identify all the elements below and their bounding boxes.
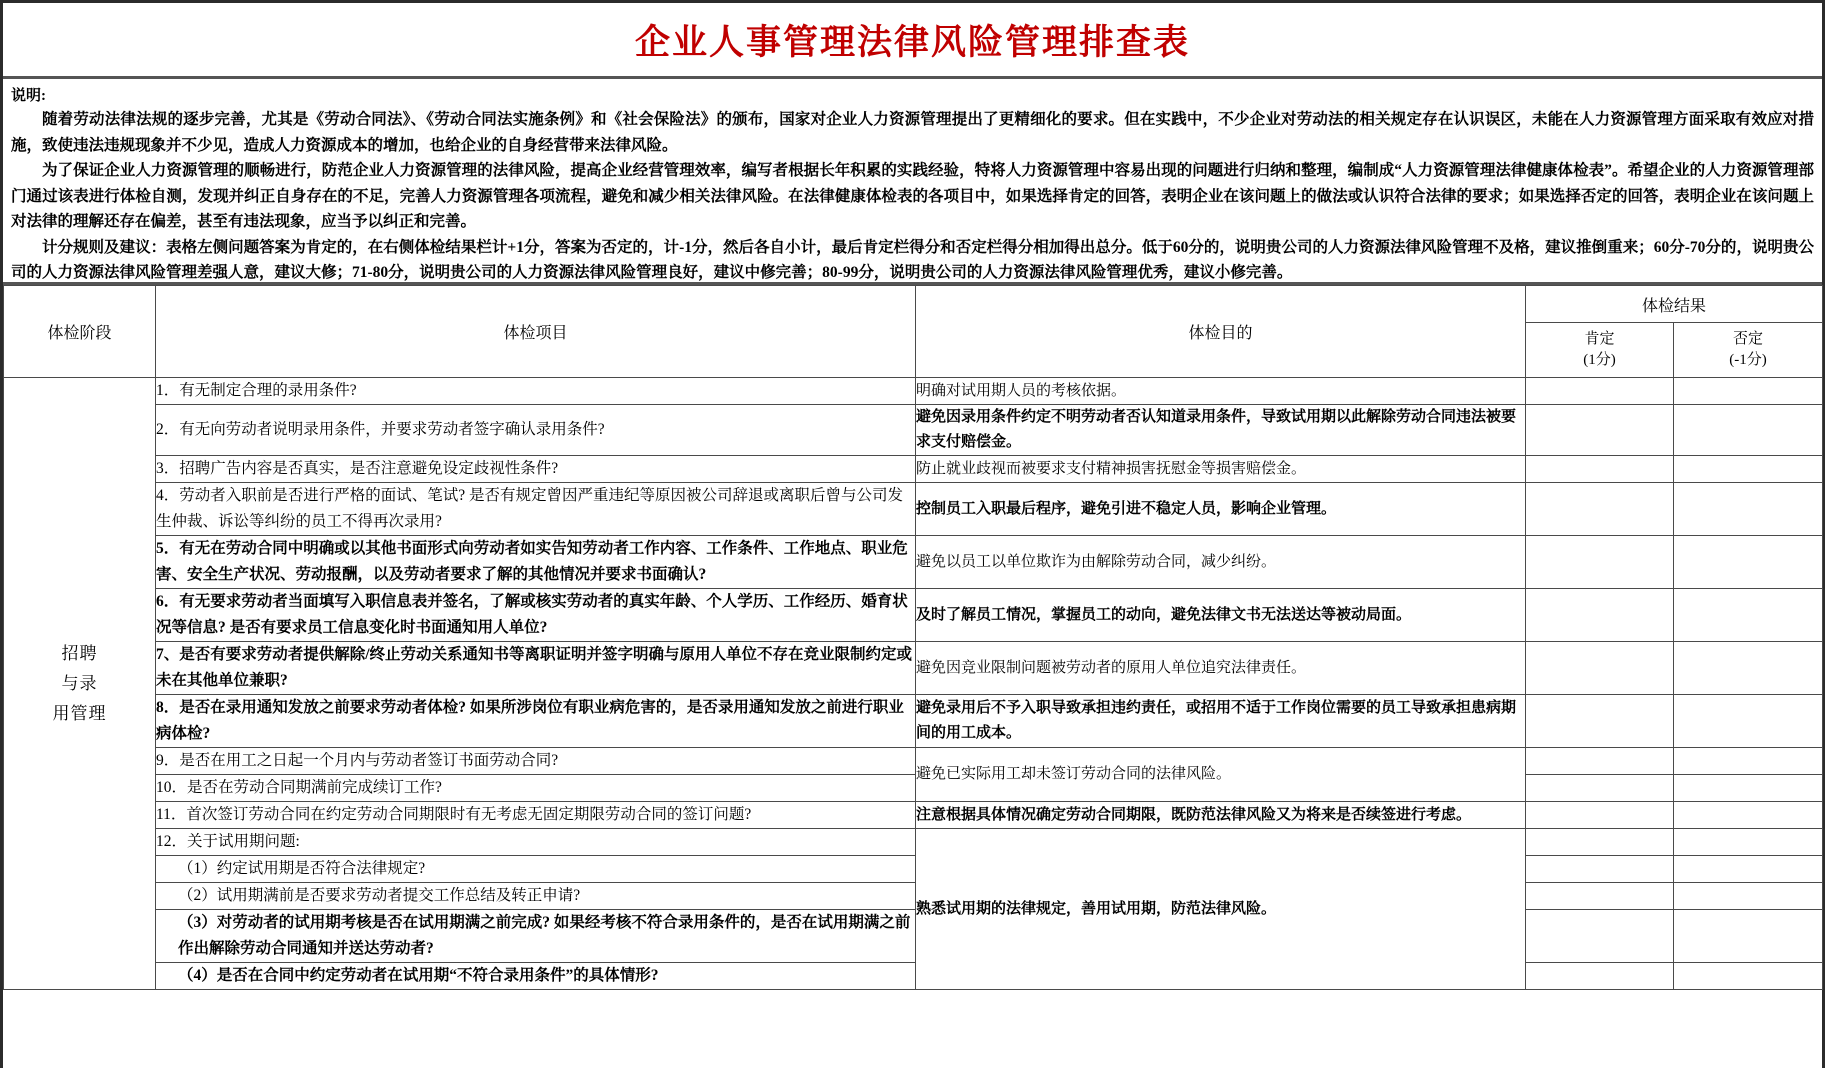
score-yes-cell[interactable] [1526,775,1674,802]
score-no-cell[interactable] [1674,589,1823,642]
purpose-cell: 避免已实际用工却未签订劳动合同的法律风险。 [916,748,1526,802]
stage-label-line: 与录 [61,673,98,693]
table-row [4,883,1823,910]
score-yes-cell[interactable] [1526,802,1674,829]
checklist-table [3,285,1823,990]
header-result: 体检结果 [1526,286,1823,323]
score-yes-cell[interactable] [1526,829,1674,856]
score-no-cell[interactable] [1674,910,1823,963]
table-row [4,405,1823,456]
score-no-cell[interactable] [1674,536,1823,589]
purpose-cell: 明确对试用期人员的考核依据。 [916,378,1526,405]
table-row [4,456,1823,483]
table-row [4,910,1823,963]
checklist-item-cell: 11．首次签订劳动合同在约定劳动合同期限时有无考虑无固定期限劳动合同的签订问题? [156,802,916,829]
table-row [4,536,1823,589]
score-no-cell[interactable] [1674,802,1823,829]
score-yes-cell[interactable] [1526,483,1674,536]
notes-label: 说明: [11,88,46,104]
purpose-cell: 避免录用后不予入职导致承担违约责任，或招用不适于工作岗位需要的员工导致承担患病期间的用工成本。 [916,695,1526,748]
header-item: 体检项目 [156,286,916,378]
score-yes-cell[interactable] [1526,883,1674,910]
checklist-item-cell: 8．是否在录用通知发放之前要求劳动者体检? 如果所涉岗位有职业病危害的，是否录用通知发放之前进行职业病体检? [156,695,916,748]
checklist-item-cell: 7、是否有要求劳动者提供解除/终止劳动关系通知书等离职证明并签字明确与原用人单位不存在竞业限制约定或未在其他单位兼职? [156,642,916,695]
header-result-no-line1: 否定 [1733,331,1764,347]
table-row [4,695,1823,748]
checklist-item-cell: （2）试用期满前是否要求劳动者提交工作总结及转正申请? [156,883,916,910]
table-head [4,286,1823,378]
stage-cell-recruitment [4,378,156,990]
header-result-no [1674,323,1823,378]
score-yes-cell[interactable] [1526,589,1674,642]
table-row [4,589,1823,642]
checklist-item-cell: （1）约定试用期是否符合法律规定? [156,856,916,883]
header-result-yes [1526,323,1674,378]
table-row [4,963,1823,990]
purpose-cell: 避免因竞业限制问题被劳动者的原用人单位追究法律责任。 [916,642,1526,695]
table-row [4,829,1823,856]
table-row [4,802,1823,829]
score-no-cell[interactable] [1674,483,1823,536]
stage-label-line: 用管理 [52,703,107,723]
score-yes-cell[interactable] [1526,695,1674,748]
notes-section [3,79,1822,285]
table-body [4,378,1823,990]
page-title: 企业人事管理法律风险管理排查表 [634,22,1190,62]
notes-paragraph-1: 随着劳动法律法规的逐步完善，尤其是《劳动合同法》、《劳动合同法实施条例》和《社会保险法》的颁布，国家对企业人力资源管理提出了更精细化的要求。但在实践中，不少企业对劳动法的相关规定存在认识误区，未能在人力资源管理方面采取有效应对措施，致使违法违规现象并不少见，造成人力资源成本的增加，也给企业的自身经营带来法律风险。 [11,111,1814,154]
header-result-yes-line1: 肯定 [1584,331,1615,347]
checklist-item-cell: 6．有无要求劳动者当面填写入职信息表并签名，了解或核实劳动者的真实年龄、个人学历、工作经历、婚育状况等信息? 是否有要求员工信息变化时书面通知用人单位? [156,589,916,642]
score-yes-cell[interactable] [1526,910,1674,963]
header-result-no-line2: (-1分) [1729,352,1767,368]
score-yes-cell[interactable] [1526,856,1674,883]
purpose-cell: 及时了解员工情况，掌握员工的动向，避免法律文书无法送达等被动局面。 [916,589,1526,642]
checklist-item-cell: 1．有无制定合理的录用条件? [156,378,916,405]
checklist-item-cell: 5．有无在劳动合同中明确或以其他书面形式向劳动者如实告知劳动者工作内容、工作条件、工作地点、职业危害、安全生产状况、劳动报酬，以及劳动者要求了解的其他情况并要求书面确认? [156,536,916,589]
score-no-cell[interactable] [1674,456,1823,483]
header-result-yes-line2: (1分) [1583,352,1616,368]
title-band [3,3,1822,79]
purpose-cell: 避免因录用条件约定不明劳动者否认知道录用条件，导致试用期以此解除劳动合同违法被要求支付赔偿金。 [916,405,1526,456]
score-no-cell[interactable] [1674,405,1823,456]
score-no-cell[interactable] [1674,748,1823,775]
checklist-item-cell: 4．劳动者入职前是否进行严格的面试、笔试? 是否有规定曾因严重违纪等原因被公司辞退或离职后曾与公司发生仲裁、诉讼等纠纷的员工不得再次录用? [156,483,916,536]
table-row [4,775,1823,802]
table-row [4,856,1823,883]
checklist-item-cell: 3．招聘广告内容是否真实，是否注意避免设定歧视性条件? [156,456,916,483]
stage-label-line: 招聘 [61,643,98,663]
score-no-cell[interactable] [1674,963,1823,990]
score-no-cell[interactable] [1674,378,1823,405]
header-purpose: 体检目的 [916,286,1526,378]
table-header-row-1 [4,286,1823,323]
score-yes-cell[interactable] [1526,456,1674,483]
notes-paragraph-3: 计分规则及建议：表格左侧问题答案为肯定的，在右侧体检结果栏计+1分，答案为否定的，计-1分，然后各自小计，最后肯定栏得分和否定栏得分相加得出总分。低于60分的，说明贵公司的人力资源法律风险管理不及格，建议推倒重来；60分-70分的，说明贵公司的人力资源法律风险管理差强人意，建议大修；71-80分，说明贵公司的人力资源法律风险管理良好，建议中修完善；80-99分，说明贵公司的人力资源法律风险管理优秀，建议小修完善。 [11,238,1814,281]
checklist-item-cell: （3）对劳动者的试用期考核是否在试用期满之前完成? 如果经考核不符合录用条件的，是否在试用期满之前作出解除劳动合同通知并送达劳动者? [156,910,916,963]
score-no-cell[interactable] [1674,775,1823,802]
score-yes-cell[interactable] [1526,378,1674,405]
table-row [4,642,1823,695]
score-no-cell[interactable] [1674,695,1823,748]
score-yes-cell[interactable] [1526,748,1674,775]
table-row [4,378,1823,405]
score-no-cell[interactable] [1674,856,1823,883]
score-no-cell[interactable] [1674,829,1823,856]
checklist-item-cell: 9．是否在用工之日起一个月内与劳动者签订书面劳动合同? [156,748,916,775]
purpose-cell: 控制员工入职最后程序，避免引进不稳定人员，影响企业管理。 [916,483,1526,536]
score-yes-cell[interactable] [1526,963,1674,990]
score-yes-cell[interactable] [1526,405,1674,456]
notes-paragraph-2: 为了保证企业人力资源管理的顺畅进行，防范企业人力资源管理的法律风险，提高企业经营管理效率，编写者根据长年积累的实践经验，特将人力资源管理中容易出现的问题进行归纳和整理，编制成“人力资源管理法律健康体检表”。希望企业的人力资源管理部门通过该表进行体检自测，发现并纠正自身存在的不足，完善人力资源管理各项流程，避免和减少相关法律风险。在法律健康体检表的各项目中，如果选择肯定的回答，表明企业在该问题上的做法或认识符合法律的要求；如果选择否定的回答，表明企业在该问题上对法律的理解还存在偏差，甚至有违法现象，应当予以纠正和完善。 [11,162,1814,230]
purpose-cell: 熟悉试用期的法律规定，善用试用期，防范法律风险。 [916,829,1526,990]
score-no-cell[interactable] [1674,883,1823,910]
score-no-cell[interactable] [1674,642,1823,695]
checklist-item-cell: （4）是否在合同中约定劳动者在试用期“不符合录用条件”的具体情形? [156,963,916,990]
score-yes-cell[interactable] [1526,642,1674,695]
checklist-item-cell: 2．有无向劳动者说明录用条件，并要求劳动者签字确认录用条件? [156,405,916,456]
table-row [4,483,1823,536]
table-row [4,748,1823,775]
header-stage: 体检阶段 [4,286,156,378]
purpose-cell: 防止就业歧视而被要求支付精神损害抚慰金等损害赔偿金。 [916,456,1526,483]
checklist-item-cell: 12．关于试用期问题: [156,829,916,856]
purpose-cell: 避免以员工以单位欺诈为由解除劳动合同，减少纠纷。 [916,536,1526,589]
checklist-item-cell: 10．是否在劳动合同期满前完成续订工作? [156,775,916,802]
purpose-cell: 注意根据具体情况确定劳动合同期限，既防范法律风险又为将来是否续签进行考虑。 [916,802,1526,829]
score-yes-cell[interactable] [1526,536,1674,589]
